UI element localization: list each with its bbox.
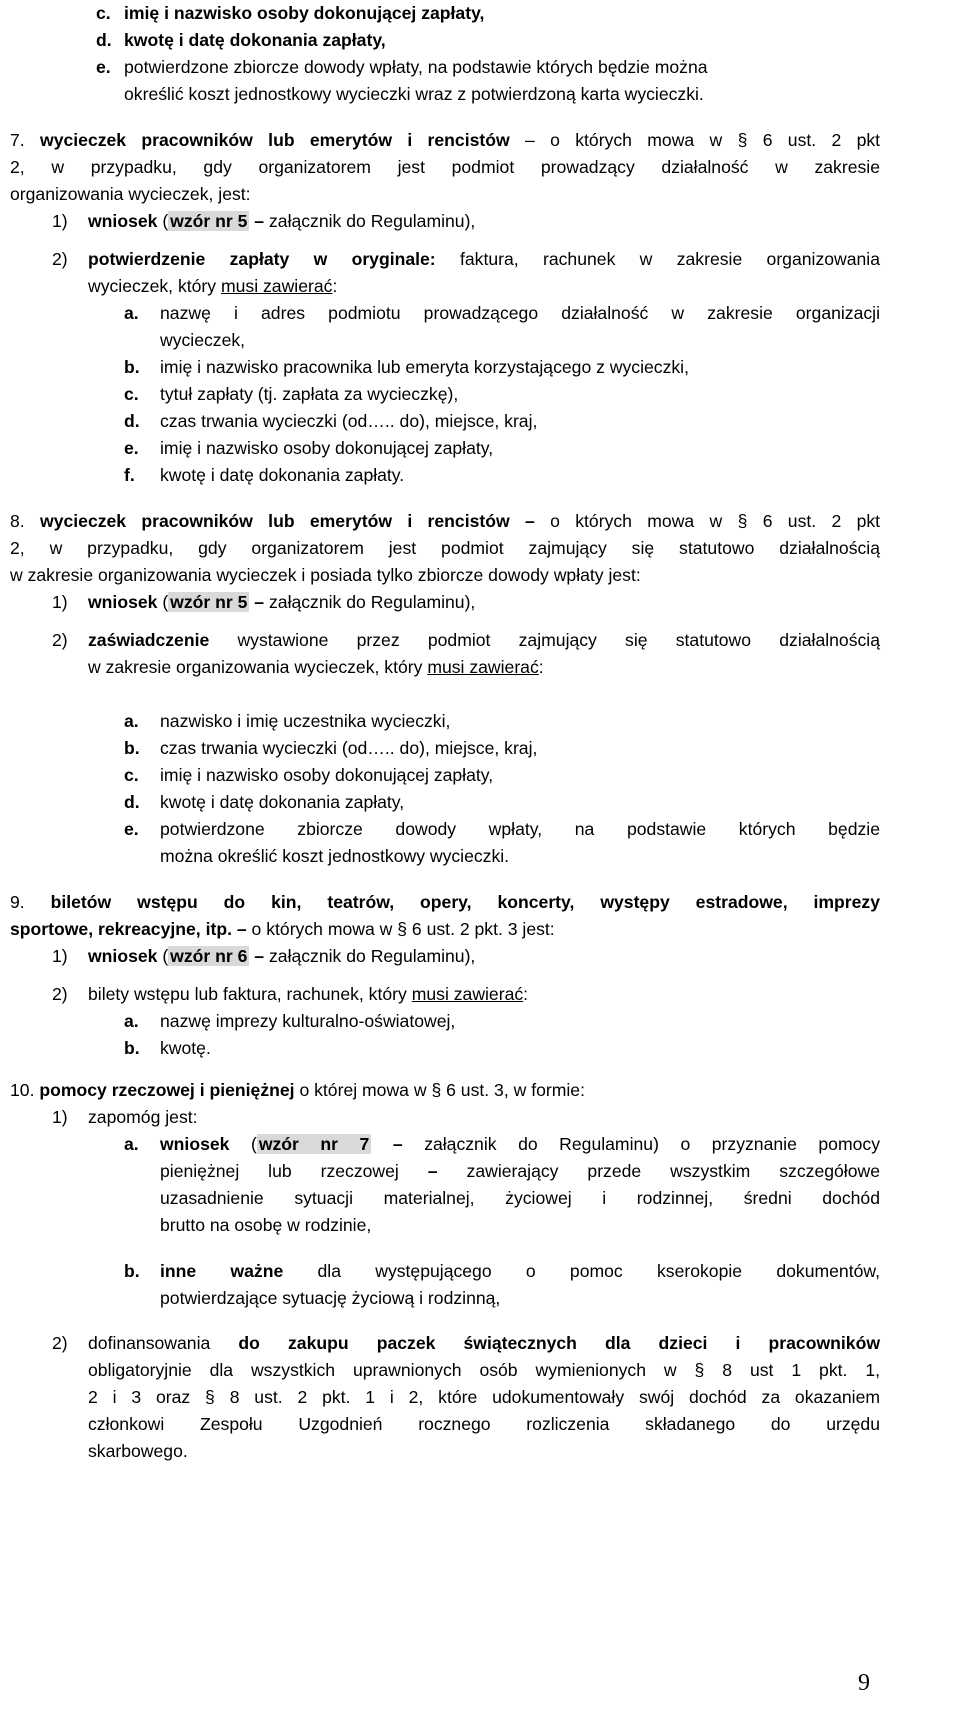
item-marker: b.	[124, 1038, 140, 1058]
section-title: wycieczek pracowników lub emerytów i rencistów	[40, 511, 510, 531]
bold-text: wniosek	[160, 1134, 230, 1154]
section-number: 10.	[10, 1080, 35, 1100]
section-sign: §	[397, 919, 408, 939]
list-item	[124, 462, 404, 490]
numbered-point	[52, 246, 880, 274]
item-text-continuation: brutto na osobę w rodzinie,	[160, 1215, 372, 1235]
text: zawierający przede wszystkim szczegółowe	[466, 1161, 880, 1181]
point-number: 2)	[52, 630, 68, 650]
text: faktura, rachunek w zakresie organizowania	[460, 249, 880, 269]
section-8-heading	[10, 508, 880, 536]
list-item	[124, 735, 537, 763]
dash: –	[254, 946, 265, 966]
numbered-point	[52, 208, 475, 236]
dash: –	[427, 1161, 438, 1181]
bold-text: wniosek	[88, 211, 158, 231]
text: dofinansowania	[88, 1333, 211, 1353]
point-continuation: członkowi Zespołu Uzgodnień rocznego rozliczenia składanego do urzędu	[88, 1414, 880, 1434]
text: wycieczek, który	[88, 276, 217, 296]
bold-text: do zakupu paczek świątecznych dla dzieci i pracowników	[238, 1333, 880, 1353]
numbered-point	[52, 1330, 880, 1358]
list-item	[124, 408, 537, 436]
text: załącznik do Regulaminu),	[268, 946, 476, 966]
list-item	[124, 1131, 880, 1159]
point-continuation: skarbowego.	[88, 1441, 188, 1461]
item-text: nazwisko i imię uczestnika wycieczki,	[160, 711, 451, 731]
item-text: kwotę i datę dokonania zapłaty,	[124, 30, 386, 50]
section-sign: §	[737, 130, 748, 150]
item-text: imię i nazwisko osoby dokonującej zapłaty,	[160, 765, 494, 785]
list-item	[124, 300, 880, 328]
section-sign: §	[205, 1387, 215, 1407]
text: 6 ust. 3, w formie:	[446, 1080, 585, 1100]
text: :	[538, 657, 544, 677]
bold-text: wniosek	[88, 946, 158, 966]
underlined-text: musi zawierać	[411, 984, 524, 1004]
list-item	[124, 1008, 455, 1036]
point-number: 2)	[52, 984, 68, 1004]
item-text: imię i nazwisko osoby dokonującej zapłaty,	[124, 3, 485, 23]
section-sign: §	[431, 1080, 442, 1100]
section-text: organizowania wycieczek, jest:	[10, 184, 251, 204]
list-item	[96, 0, 484, 28]
text: w zakresie organizowania wycieczek, który	[88, 657, 423, 677]
bold-text: wniosek	[88, 592, 158, 612]
item-marker: a.	[124, 711, 139, 731]
section-text: 2, w przypadku, gdy organizatorem jest podmiot zajmujący się statutowo działalnością	[10, 538, 880, 558]
point-number: 1)	[52, 1107, 68, 1127]
section-number: 9.	[10, 892, 25, 912]
text: załącznik do Regulaminu) o przyznanie pomocy	[424, 1134, 880, 1154]
item-text: kwotę i datę dokonania zapłaty.	[160, 465, 405, 485]
text: o których mowa w	[550, 130, 723, 150]
numbered-point	[52, 589, 475, 617]
item-marker: a.	[124, 1134, 139, 1154]
bold-text: zaświadczenie	[88, 630, 210, 650]
list-item	[124, 1035, 211, 1063]
paren: (	[250, 1134, 257, 1154]
item-marker: c.	[96, 3, 111, 23]
page-number: 9	[858, 1670, 870, 1696]
text: bilety wstępu lub faktura, rachunek, który	[88, 984, 407, 1004]
item-text-continuation: uzasadnienie sytuacji materialnej, życiowej i rodzinnej, średni dochód	[160, 1188, 880, 1208]
text: :	[523, 984, 529, 1004]
item-text: potwierdzone zbiorcze dowody wpłaty, na podstawie których będzie można	[124, 57, 708, 77]
point-continuation	[88, 273, 337, 301]
section-sign: §	[737, 511, 748, 531]
item-text: tytuł zapłaty (tj. zapłata za wycieczkę),	[160, 384, 459, 404]
list-item	[124, 435, 493, 463]
item-marker: d.	[96, 30, 112, 50]
underlined-text: musi zawierać	[220, 276, 333, 296]
section-title: pomocy rzeczowej i pieniężnej	[39, 1080, 295, 1100]
bold-text: potwierdzenie zapłaty w oryginale:	[88, 249, 436, 269]
text: :	[332, 276, 338, 296]
text: dla występującego o pomoc kserokopie dokumentów,	[317, 1261, 881, 1281]
item-marker: c.	[124, 384, 139, 404]
item-text-continuation: określić koszt jednostkowy wycieczki wraz z potwierdzoną karta wycieczki.	[124, 84, 704, 104]
item-marker: e.	[124, 819, 139, 839]
item-text-continuation: wycieczek,	[160, 330, 246, 350]
item-marker: d.	[124, 792, 140, 812]
point-continuation	[88, 1357, 880, 1385]
item-text: kwotę.	[160, 1038, 211, 1058]
section-title: biletów wstępu do kin, teatrów, opery, koncerty, występy estradowe, imprezy	[50, 892, 880, 912]
form-reference: wzór nr 5	[170, 211, 248, 231]
item-marker: f.	[124, 465, 135, 485]
text: o których mowa w	[550, 511, 723, 531]
item-marker: b.	[124, 357, 140, 377]
text: o której mowa w	[299, 1080, 427, 1100]
section-number: 7.	[10, 130, 25, 150]
list-item	[124, 762, 493, 790]
item-text: imię i nazwisko osoby dokonującej zapłaty,	[160, 438, 494, 458]
section-title: wycieczek pracowników lub emerytów i rencistów	[40, 130, 510, 150]
item-marker: b.	[124, 738, 140, 758]
section-sign: §	[694, 1360, 705, 1380]
item-text: czas trwania wycieczki (od….. do), miejsce, kraj,	[160, 738, 538, 758]
dash: –	[525, 130, 535, 150]
item-marker: c.	[124, 765, 139, 785]
text: zapomóg jest:	[88, 1107, 198, 1127]
list-item	[124, 816, 880, 844]
dash: –	[254, 592, 265, 612]
item-marker: e.	[96, 57, 111, 77]
text: 2 i 3 oraz	[88, 1387, 191, 1407]
list-item	[124, 381, 458, 409]
dash: –	[392, 1134, 403, 1154]
numbered-point	[52, 943, 475, 971]
paren: (	[162, 211, 169, 231]
dash: –	[525, 511, 535, 531]
text: 6 ust. 2 pkt	[762, 511, 881, 531]
item-marker: e.	[124, 438, 139, 458]
point-number: 1)	[52, 592, 68, 612]
point-number: 1)	[52, 946, 68, 966]
section-7-heading	[10, 127, 880, 155]
text: pieniężnej lub rzeczowej	[160, 1161, 399, 1181]
item-marker: b.	[124, 1261, 140, 1281]
list-item	[124, 789, 404, 817]
item-text: imię i nazwisko pracownika lub emeryta korzystającego z wycieczki,	[160, 357, 689, 377]
text: 8 ust. 2 pkt. 1 i 2, które udokumentowały swój dochód za okazaniem	[229, 1387, 881, 1407]
item-text-continuation: można określić koszt jednostkowy wycieczki.	[160, 846, 510, 866]
point-continuation	[88, 654, 544, 682]
item-text-continuation: potwierdzające sytuację życiową i rodzinną,	[160, 1288, 501, 1308]
item-text: nazwę i adres podmiotu prowadzącego działalność w zakresie organizacji	[160, 303, 880, 323]
underlined-text: musi zawierać	[427, 657, 539, 677]
form-reference: wzór nr 5	[170, 592, 248, 612]
form-reference: wzór nr 7	[258, 1134, 370, 1154]
text: 8 ust 1 pkt. 1,	[722, 1360, 880, 1380]
item-text: potwierdzone zbiorcze dowody wpłaty, na podstawie których będzie	[160, 819, 880, 839]
list-item	[96, 54, 708, 82]
list-item	[124, 354, 689, 382]
bold-text: inne ważne	[160, 1261, 284, 1281]
text: załącznik do Regulaminu),	[268, 592, 476, 612]
text: 6 ust. 2 pkt	[762, 130, 881, 150]
text: 6 ust. 2 pkt. 3 jest:	[411, 919, 555, 939]
point-number: 2)	[52, 249, 68, 269]
section-text: 2, w przypadku, gdy organizatorem jest podmiot prowadzący działalność w zakresie	[10, 157, 880, 177]
list-item	[96, 27, 386, 55]
numbered-point	[52, 1104, 198, 1132]
list-item	[124, 708, 450, 736]
point-number: 2)	[52, 1333, 68, 1353]
numbered-point	[52, 627, 880, 655]
section-title-continuation: sportowe, rekreacyjne, itp.	[10, 919, 232, 939]
text: załącznik do Regulaminu),	[268, 211, 476, 231]
section-number: 8.	[10, 511, 25, 531]
dash: –	[236, 919, 247, 939]
item-marker: d.	[124, 411, 140, 431]
item-text: nazwę imprezy kulturalno-oświatowej,	[160, 1011, 456, 1031]
numbered-point	[52, 981, 528, 1009]
section-10-heading	[10, 1077, 585, 1105]
form-reference: wzór nr 6	[170, 946, 248, 966]
point-continuation	[88, 1384, 880, 1412]
item-text: czas trwania wycieczki (od….. do), miejsce, kraj,	[160, 411, 538, 431]
paren: (	[162, 946, 169, 966]
point-number: 1)	[52, 211, 68, 231]
item-marker: a.	[124, 1011, 139, 1031]
item-text: kwotę i datę dokonania zapłaty,	[160, 792, 405, 812]
dash: –	[254, 211, 265, 231]
text: o których mowa w	[251, 919, 393, 939]
text: wystawione przez podmiot zajmujący się statutowo działalnością	[237, 630, 880, 650]
paren: (	[162, 592, 169, 612]
list-item	[124, 1258, 880, 1286]
section-text: w zakresie organizowania wycieczek i posiada tylko zbiorcze dowody wpłaty jest:	[10, 565, 641, 585]
item-text-continuation	[160, 1158, 880, 1186]
section-9-heading	[10, 889, 880, 917]
text: obligatoryjnie dla wszystkich uprawnionych osób wymienionych w	[88, 1360, 677, 1380]
item-marker: a.	[124, 303, 139, 323]
section-text	[10, 916, 555, 944]
